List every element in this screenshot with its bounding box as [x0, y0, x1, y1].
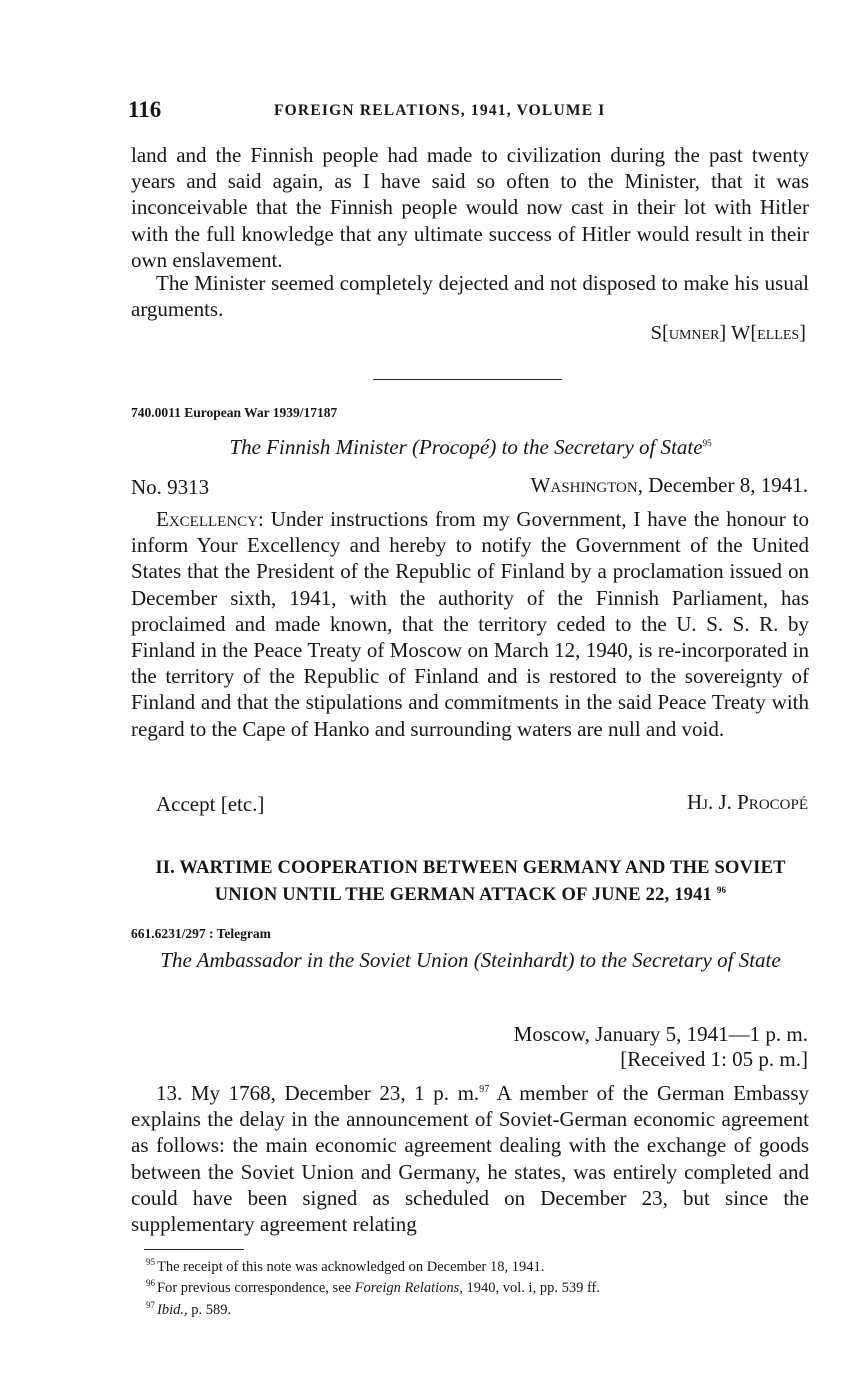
page-number: 116	[128, 97, 162, 122]
document-title-2: The Ambassador in the Soviet Union (Steinhardt) to the Secretary of State	[160, 948, 781, 972]
dateline-1: Washington, December 8, 1941.	[530, 473, 808, 497]
running-head: FOREIGN RELATIONS, 1941, VOLUME I	[274, 102, 606, 119]
note-number: No. 9313	[131, 475, 210, 499]
page-header	[128, 97, 808, 127]
footnote-ref-96: 96	[716, 885, 727, 895]
continued-paragraph: land and the Finnish people had made to civilization during the past twenty years and said again, as I have said so often to the Minister, that it was inconceivable that the Finnish people would now cast in their lot with Hitler with the full knowledge that any ultimate success of Hitler would result in their own enslavement.	[131, 143, 809, 272]
signature-procope: Hj. J. Procopé	[686, 790, 808, 814]
file-number-2: 661.6231/297 : Telegram	[131, 926, 271, 941]
footnote-97: $^{97}$ Ibid., p. 589.	[146, 1299, 232, 1318]
received-time: [Received 1: 05 p. m.]	[620, 1047, 808, 1071]
section-heading: II. WARTIME COOPERATION BETWEEN GERMANY AND THE SOVIET UNION UNTIL THE GERMAN ATTACK OF JUNE 22, 1941 $^{96}$	[155, 858, 786, 906]
file-number-1: 740.0011 European War 1939/17187	[131, 405, 338, 420]
note-body: Excellency: Under instructions from my Government, I have the honour to inform Your Excellency and hereby to notify the Government of the United States that the President of the Republic of Finland by a proclamation issued on December sixth, 1941, with the authority of the Finnish Parliament, has proclaimed and made known, that the territory ceded to the U. S. S. R. by Finland in the Peace Treaty of Moscow on March 12, 1940, is re-incorporated in the territory of the Republic of Finland and is restored to the sovereignty of Finland and that the stipulations and commitments in the said Peace Treaty with regard to the Cape of Hanko and surrounding waters are null and void.	[131, 507, 810, 741]
salutation: Excellency	[156, 507, 258, 531]
closing: Accept [etc.]	[156, 792, 265, 816]
footnotes	[146, 1254, 806, 1318]
footnote-96: $^{96}$ For previous correspondence, see Foreign Relations, 1940, vol. i, pp. 539 ff.	[146, 1278, 600, 1297]
document-title-1: The Finnish Minister (Procopé) to the Secretary of State$^{95}$	[229, 435, 712, 459]
section-divider	[373, 379, 562, 380]
dateline-2: Moscow, January 5, 1941—1 p. m.	[513, 1022, 808, 1046]
signature-welles: S[umner] W[elles]	[650, 322, 806, 344]
minister-paragraph: The Minister seemed completely dejected and not disposed to make his usual arguments.	[131, 271, 809, 322]
footnote-rule	[144, 1249, 244, 1250]
footnote-95: $^{95}$ The receipt of this note was acknowledged on December 18, 1941.	[146, 1257, 545, 1275]
telegram-body: 13. My 1768, December 23, 1 p. m.$^{97}$ A member of the German Embassy explains the delay in the announcement of Soviet-German economic agreement as follows: the main economic agreement dealing with the exchange of goods between the Soviet Union and Germany, he states, was entirely completed and could have been signed as scheduled on December 23, but since the supplementary agreement relating	[131, 1081, 809, 1237]
footnote-ref-97: 97	[479, 1084, 490, 1095]
footnote-ref-95: 95	[702, 438, 712, 448]
